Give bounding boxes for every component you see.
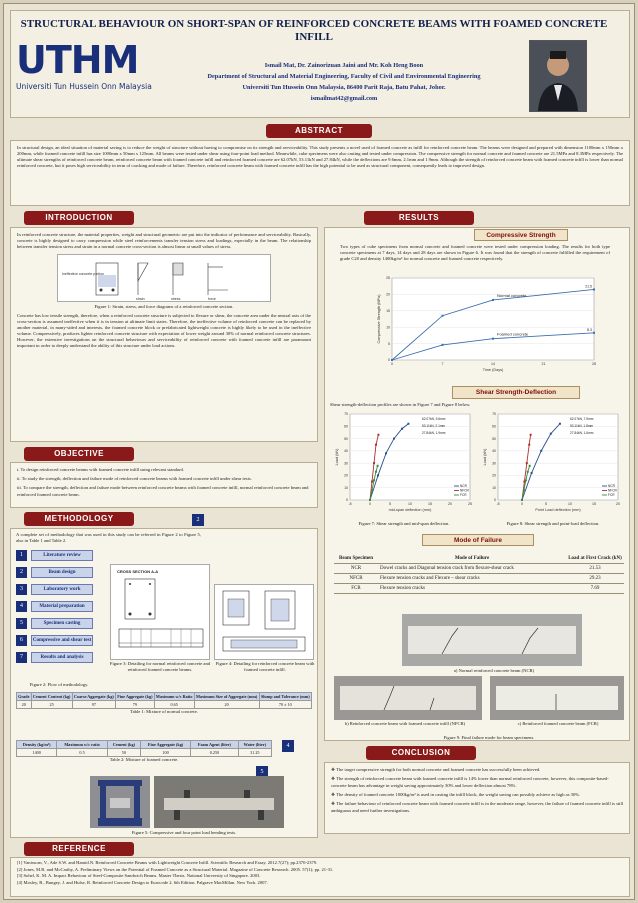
table-1-caption: Table 1: Mixture of normal concrete.	[130, 709, 198, 714]
y-tick-label: 20	[386, 292, 390, 297]
figure-8-caption: Figure 8: Shear strength and point-load deflection.	[506, 521, 600, 526]
x-tick-label: -5	[348, 502, 352, 506]
cracked-beam-icon	[402, 614, 582, 666]
data-point	[593, 288, 595, 290]
table1-cell: 25	[31, 701, 72, 709]
failure-cell: Flexure tension cracks and Flexure – shear cracks	[378, 574, 566, 584]
data-point	[492, 299, 494, 301]
objective-panel	[10, 462, 318, 508]
table1-cell: 0.65	[154, 701, 194, 709]
annotation-label: 62.07kN, 9.6mm	[422, 417, 446, 421]
data-label: 8.3	[587, 327, 592, 332]
conclusion-item: ❖ The target compressive strength for both normal concrete and foamed concrete has successfully been achieved.	[331, 767, 541, 772]
y-tick-label: 10	[492, 485, 496, 490]
y-tick-label: 10	[386, 325, 390, 330]
figure-4	[214, 584, 314, 660]
data-point	[559, 423, 561, 425]
badge-5: 5	[256, 766, 268, 778]
y-tick-label: 30	[344, 461, 348, 466]
data-point	[407, 423, 409, 425]
abstract-panel	[10, 140, 630, 206]
data-point	[401, 428, 403, 430]
photo-c-caption: c) Reinforced foamed concrete beam (FCR)	[517, 721, 599, 726]
table-1	[16, 692, 312, 715]
compression-machine-photo	[90, 776, 150, 828]
table1-header: Fine Aggregate (kg)	[117, 694, 153, 699]
figure-8-chart	[478, 410, 622, 518]
flow-step: 6 Compressive and shear test	[16, 635, 104, 646]
y-axis-label: Compressive Strength (MPa)	[377, 294, 381, 344]
figure-6-chart	[374, 272, 602, 376]
x-tick-label: 15	[592, 502, 596, 506]
data-point	[373, 462, 375, 464]
photo-ncr-beam	[402, 614, 582, 666]
data-point	[528, 444, 530, 446]
y-tick-label: 0	[388, 358, 390, 363]
reference-item: [3] Sohel, K. M. A. Impact Behaviour of Steel-Composite Sandwich Beams. Master Thesis. National University of Singapore. 2003.	[17, 873, 261, 879]
pointload-deflection-chart	[478, 410, 622, 518]
logo-subtitle: Universiti Tun Hussein Onn Malaysia	[16, 82, 152, 91]
table2-cell: 50	[107, 749, 140, 757]
x-tick-label: 25	[468, 502, 472, 506]
badge-2: 2	[192, 514, 204, 526]
data-point	[540, 450, 542, 452]
y-tick-label: 0	[494, 498, 496, 503]
failure-header: Beam Specimen	[334, 554, 378, 564]
y-tick-label: 10	[344, 485, 348, 490]
objective-item: i. To design reinforced concrete beams with foamed concrete infill using relevant standard.	[17, 467, 184, 472]
objective-item: iii. To compare the strength, deflection and failure mode between reinforced concrete beams with foamed concrete infill, normal reinforced concrete beam and reinforced foamed concrete beam.	[17, 485, 309, 497]
table2-header: Cement (kg)	[107, 741, 140, 749]
flow-step: 5 Specimen casting	[16, 618, 104, 629]
table1-cell: 70 ± 10	[259, 701, 311, 709]
table2-header: Fine Aggregate (kg)	[140, 741, 190, 749]
bending-test-icon	[154, 776, 284, 828]
data-point	[525, 479, 527, 481]
annotation-label: 27.84kN, 1.6mm	[570, 431, 594, 435]
y-tick-label: 40	[344, 449, 348, 454]
table2-cell: 31.25	[238, 749, 271, 757]
table1-cell: 20	[194, 701, 259, 709]
legend-label: NFCR	[608, 488, 617, 493]
cracked-beam-icon	[490, 676, 624, 720]
photo-a-caption: a) Normal reinforced concrete beam (NCR)	[453, 668, 535, 673]
table2-header: Foam Agent (liter)	[191, 741, 238, 749]
author-photo	[529, 40, 587, 112]
data-point	[391, 359, 393, 361]
data-point	[377, 434, 379, 436]
logo-wordmark: UTHM	[16, 38, 139, 82]
legend-label: NCR	[460, 484, 467, 489]
legend-label: FCR	[608, 493, 615, 498]
conclusion-heading: CONCLUSION	[366, 746, 476, 760]
compressive-strength-heading: Compressive Strength	[474, 229, 568, 241]
flow-step: 7 Results and analysis	[16, 652, 104, 663]
x-tick-label: 15	[428, 502, 432, 506]
x-axis-label: mid-span deflection (mm)	[388, 508, 432, 512]
y-tick-label: 5	[388, 341, 390, 346]
four-point-bending-photo	[154, 776, 284, 828]
figure-7-chart	[330, 410, 474, 518]
table-2-caption: Table 2: Mixture of foamed concrete.	[109, 757, 179, 762]
university-logo	[16, 40, 176, 112]
x-axis-label: Time (Days)	[482, 368, 504, 372]
reference-item: [2] Jones, M.R. and McCarthy, A. Preliminary Views on the Potential of Foamed Concrete as a Structural Material. Magazine of Concrete Research. 2005. 57(1); pp. 21-31.	[17, 866, 334, 872]
x-axis-label: Point Load deflection (mm)	[535, 508, 581, 512]
data-point	[375, 471, 377, 473]
x-tick-label: -5	[496, 502, 500, 506]
fig1-label-ineffective: Ineffective concrete portion	[62, 272, 104, 276]
photo-nfcr-beam	[334, 676, 482, 720]
reference-item: [1] Vanissorn, V., Ade S.W. and Hamid.N. Reinforced Concrete Beams with Lightweight Concrete Infill. Scientific Research and Essay. 2012.7(27); pp.2370-2379.	[17, 860, 318, 865]
figure-1-caption: Figure 1: Strain, stress, and force diagrams of a reinforced concrete section.	[94, 304, 234, 309]
shear-text: Shear strength-deflection profiles are shown in Figure 7 and Figure 8 below.	[330, 402, 471, 407]
table1-cell: 20	[17, 701, 32, 709]
table-2	[16, 740, 272, 763]
photo-b-caption: b) Reinforced concrete beam with foamed concrete infill (NFCR)	[344, 721, 466, 726]
series-name-label: Foamed concrete	[497, 331, 529, 337]
failure-cell: NCR	[334, 564, 378, 574]
results-heading: RESULTS	[364, 211, 474, 225]
person-silhouette-icon	[530, 41, 586, 111]
failure-cell: NFCR	[334, 574, 378, 584]
annotation-label: 62.07kN, 7.9mm	[570, 417, 594, 421]
annotation-label: 53.11kN, 1.8mm	[570, 424, 594, 428]
x-tick-label: 0	[391, 362, 393, 366]
x-tick-label: 7	[441, 362, 444, 366]
university-address: Universiti Tun Hussein Onn Malaysia, 86400 Parit Raja, Batu Pahat, Johor.	[242, 84, 446, 91]
data-point	[373, 479, 375, 481]
failure-table	[334, 554, 624, 594]
figure-3	[110, 564, 210, 660]
y-axis-label: Load (kN)	[483, 448, 487, 466]
annotation-label: 53.11kN, 2.1mm	[422, 424, 446, 428]
data-point	[550, 433, 552, 435]
table1-header: Maximum Size of Aggregate (mm)	[195, 694, 258, 699]
y-tick-label: 60	[492, 424, 496, 429]
methodology-intro: A complete set of methodology that was used in this study can be referred in Figure 2 to Figure 5, also in Table 1 and Table 2.	[16, 532, 201, 543]
table2-cell: 1400	[17, 749, 57, 757]
shear-strength-heading: Shear Strength-Deflection	[452, 386, 580, 399]
y-tick-label: 20	[344, 473, 348, 478]
data-point	[526, 462, 528, 464]
x-tick-label: 14	[491, 362, 495, 366]
poster-title: STRUCTURAL BEHAVIOUR ON SHORT-SPAN OF REINFORCED CONCRETE BEAMS WITH FOAMED CONCRETE INFILL	[20, 18, 608, 43]
failure-header: Load at First Crack (kN)	[566, 554, 624, 564]
x-tick-label: 10	[568, 502, 572, 506]
legend-label: FCR	[460, 493, 467, 498]
poster	[3, 3, 635, 900]
beam-detail-drawing	[111, 565, 209, 659]
badge-4: 4	[282, 740, 294, 752]
fig1-label-force: force	[208, 297, 216, 301]
cracked-beam-icon	[334, 676, 482, 720]
figure-1	[57, 254, 271, 302]
x-tick-label: 20	[616, 502, 620, 506]
table1-header: Slump and Tolerance (mm)	[260, 694, 310, 699]
conclusion-item: ❖ The failure behaviour of reinforced concrete beam with foamed concrete infill is in the moderate range, however, the failure of foamed concrete infill is still ambiguous and need further investigations.	[331, 801, 623, 813]
strain-stress-diagram	[58, 255, 284, 301]
data-point	[369, 499, 371, 501]
data-point	[371, 489, 373, 491]
data-point	[442, 315, 444, 317]
series-name-label: Normal concrete	[497, 292, 527, 298]
failure-cell: 29.23	[566, 574, 624, 584]
plot-area	[498, 414, 618, 500]
reference-item: [4] Mosley, B., Bungey, J. and Hulse, R. Reinforced Concrete Design to Eurocode 2. 6th Edition. Palgrave MacMillan. New York. 2007.	[17, 879, 268, 885]
failure-header: Mode of Failure	[378, 554, 566, 564]
y-tick-label: 25	[386, 276, 390, 281]
conclusion-item: ❖ The strength of reinforced concrete beam with foamed concrete infill is 14% lower than normal reinforced concrete, however, this composite-based-concrete beam has advantage in weight saving approximately 30% and lower deflection almost 78%.	[331, 776, 609, 788]
author-email: ismailmat42@gmail.com	[310, 95, 378, 102]
legend-label: NCR	[608, 484, 615, 489]
x-tick-label: 20	[448, 502, 452, 506]
department: Department of Structural and Material Engineering, Faculty of Civil and Environmental Engineering	[207, 73, 481, 80]
y-tick-label: 15	[386, 309, 390, 313]
y-tick-label: 40	[492, 449, 496, 454]
data-point	[521, 499, 523, 501]
abstract-heading: ABSTRACT	[266, 124, 372, 138]
x-tick-label: 0	[521, 502, 523, 506]
table1-cell: 79	[116, 701, 155, 709]
data-point	[527, 471, 529, 473]
x-tick-label: 0	[369, 502, 371, 506]
y-tick-label: 50	[492, 436, 496, 441]
compressive-text: Two types of cube specimens from normal concrete and foamed concrete were tested under compression loading. The results for both type concrete specimens at 7 days, 14 days and 28 days are shown in Figure 6. It was found that the strength of concrete fulfilled the requirement of grade C20 and density 1400kg/m³ for normal concrete and foamed concrete respectively.	[340, 244, 610, 261]
mode-of-failure-heading: Mode of Failure	[422, 534, 534, 546]
data-point	[377, 465, 379, 467]
reference-heading: REFERENCE	[24, 842, 134, 856]
table1-header: Maximum w/c Ratio	[155, 694, 193, 699]
conclusion-panel	[324, 762, 630, 834]
figure-9-caption: Figure 9: Final failure mode for beam specimens.	[443, 735, 535, 740]
reference-panel	[10, 857, 630, 897]
table2-header: Maximum w/c ratio	[57, 741, 107, 749]
failure-cell: 21.53	[566, 564, 624, 574]
methodology-heading: METHODOLOGY	[24, 512, 134, 526]
failure-cell: FCR	[334, 584, 378, 594]
abstract-text: In structural design, an ideal situation of material saving is to reduce the weight of structure without having to compromise on its strength and serviceability. This study presents a novel used of foamed concrete as infill for reinforced concrete beam. The beams were designed and prepared with dimension 1100mm x 150mm x 200mm, while foamed concrete infill has size 1000mm x 50mm x 125mm. All beams were tested under shear using four-point load method. Meanwhile, cube specimens were also casting and tested under compression. The compressive strength for normal concrete and foamed concrete are 21.5MPa and 8.3MPa respectively. The ultimate shear strengths of reinforced concrete beam, reinforced concrete beam with foamed concrete infill and reinforced foamed concrete are 62.07kN, 53.11kN and 27.84kN, while the deflections are 9.6mm, 2.1mm and 1.9mm. Although the strength of reinforced concrete beam with foamed concrete infill is lower than normal reinforced concrete, but it poses high serviceability in term of cracking and mode of failure. Therefore, reinforced concrete beam with foamed concrete infill has the high potential to be used as structural component, consequently leads to improved design.	[17, 145, 623, 168]
introduction-para2: Concrete has low tensile strength, therefore, when a reinforced concrete structure is subjected to flexure or shear, the concrete area under the neutral axis of the cross-section is assumed ineffective when it is in tension at ultimate limit states. Therefore, the ineffective volume of reinforced concrete can be replaced by another material, in many-sided and interests, the foamed concrete block or prefabricated lightweight concrete is highly likely to be used in the ineffective volume. Compressively, produces lighter reinforced concrete structure with expectation of lower weight around 30% of normal reinforced concrete structures. However, the extensive investigations on the structural behaviours and serviceability of reinforced concrete with foamed concrete infill are paramount important in order to deeply understand the ability of this structure under load actions.	[17, 313, 311, 348]
table2-cell: 0.250	[191, 749, 238, 757]
table1-header: Coarse Aggregate (kg)	[73, 694, 114, 699]
x-tick-label: 28	[592, 362, 596, 366]
table2-cell: 100	[140, 749, 190, 757]
compression-machine-icon	[90, 776, 150, 828]
objective-heading: OBJECTIVE	[24, 447, 134, 461]
infill-beam-drawing	[215, 585, 313, 659]
flow-step: 3 Laboratory work	[16, 584, 104, 595]
objective-item: ii. To study the strength, deflection and failure mode of reinforced concrete beams with foamed concrete infill under shear tests.	[17, 476, 252, 481]
introduction-panel	[10, 227, 318, 442]
table1-header: Grade	[18, 694, 30, 699]
table1-cell: 97	[72, 701, 115, 709]
methodology-flow	[16, 550, 104, 667]
x-tick-label: 5	[545, 502, 547, 506]
flow-step: 2 Beam design	[16, 567, 104, 578]
legend-label: NFCR	[460, 488, 469, 493]
y-tick-label: 70	[492, 412, 496, 417]
data-point	[375, 444, 377, 446]
failure-cell: 7.69	[566, 584, 624, 594]
midspan-deflection-chart	[330, 410, 474, 518]
y-tick-label: 0	[346, 498, 348, 503]
data-point	[593, 332, 595, 334]
y-axis-label: Load (kN)	[335, 448, 339, 466]
figure-4-caption: Figure 4: Detailing for reinforced concrete beam with foamed concrete infill.	[215, 661, 315, 672]
authors: Ismail Mat, Dr. Zainorizuan Jaini and Mr. Koh Heng Boon	[264, 62, 424, 69]
table2-header: Density (kg/m³)	[17, 741, 57, 749]
data-point	[523, 489, 525, 491]
plot-area	[392, 278, 594, 360]
failure-cell: Flexure tension cracks	[378, 584, 566, 594]
authors-block	[179, 60, 509, 104]
cross-section-label: CROSS SECTION A-A	[117, 569, 159, 574]
figure-7-caption: Figure 7: Shear strength and mid-span deflection.	[358, 521, 450, 526]
failure-cell: Dowel cracks and Diagonal tension crack from flexure-shear crack	[378, 564, 566, 574]
data-point	[442, 344, 444, 346]
data-point	[530, 434, 532, 436]
flow-step: 1 Literature review	[16, 550, 104, 561]
x-tick-label: 5	[389, 502, 391, 506]
y-tick-label: 70	[344, 412, 348, 417]
fig1-label-stress: stress	[171, 297, 181, 301]
data-point	[371, 481, 373, 483]
y-tick-label: 50	[344, 436, 348, 441]
data-point	[531, 472, 533, 474]
data-label: 21.5	[585, 284, 592, 289]
photo-fcr-beam	[490, 676, 624, 720]
data-point	[377, 474, 379, 476]
y-tick-label: 20	[492, 473, 496, 478]
introduction-heading: INTRODUCTION	[24, 211, 134, 225]
figure-3-caption: Figure 3: Detailing for normal reinforced concrete and reinforced foamed concrete beams.	[109, 661, 211, 672]
figure-2-caption: Figure 2: Flow of methodology.	[29, 682, 89, 687]
conclusion-item: ❖ The density of foamed concrete 1000kg/m³ is used in casting the infill block, the weight saving can possibly achieve as high as 30%.	[331, 792, 581, 797]
flow-step: 4 Material preparation	[16, 601, 104, 612]
y-tick-label: 60	[344, 424, 348, 429]
y-tick-label: 30	[492, 461, 496, 466]
compressive-strength-chart	[374, 272, 602, 376]
data-point	[385, 452, 387, 454]
data-point	[393, 438, 395, 440]
introduction-para1: In reinforced concrete structure, the material properties, weight and structural geometric are put into the indicator of performance and serviceability. Basically, concrete is highly designed to carry compression while steel reinforcements transfer tension stress and loadings, especially in the beam. The relationship between transfer tension stress and strain in a normal concrete cross-section is almost linear at small values of stress.	[17, 232, 311, 249]
table1-header: Cement Content (kg)	[32, 694, 71, 699]
data-point	[492, 338, 494, 340]
plot-area	[350, 414, 470, 500]
table2-cell: 0.5	[57, 749, 107, 757]
annotation-label: 27.84kN, 1.9mm	[422, 431, 446, 435]
data-point	[529, 465, 531, 467]
x-tick-label: 21	[541, 362, 546, 366]
x-tick-label: 10	[408, 502, 412, 506]
fig1-label-strain: strain	[136, 297, 145, 301]
figure-5-caption: Figure 5: Compressive and four point load bending tests.	[131, 830, 237, 835]
table2-header: Water (liter)	[238, 741, 271, 749]
